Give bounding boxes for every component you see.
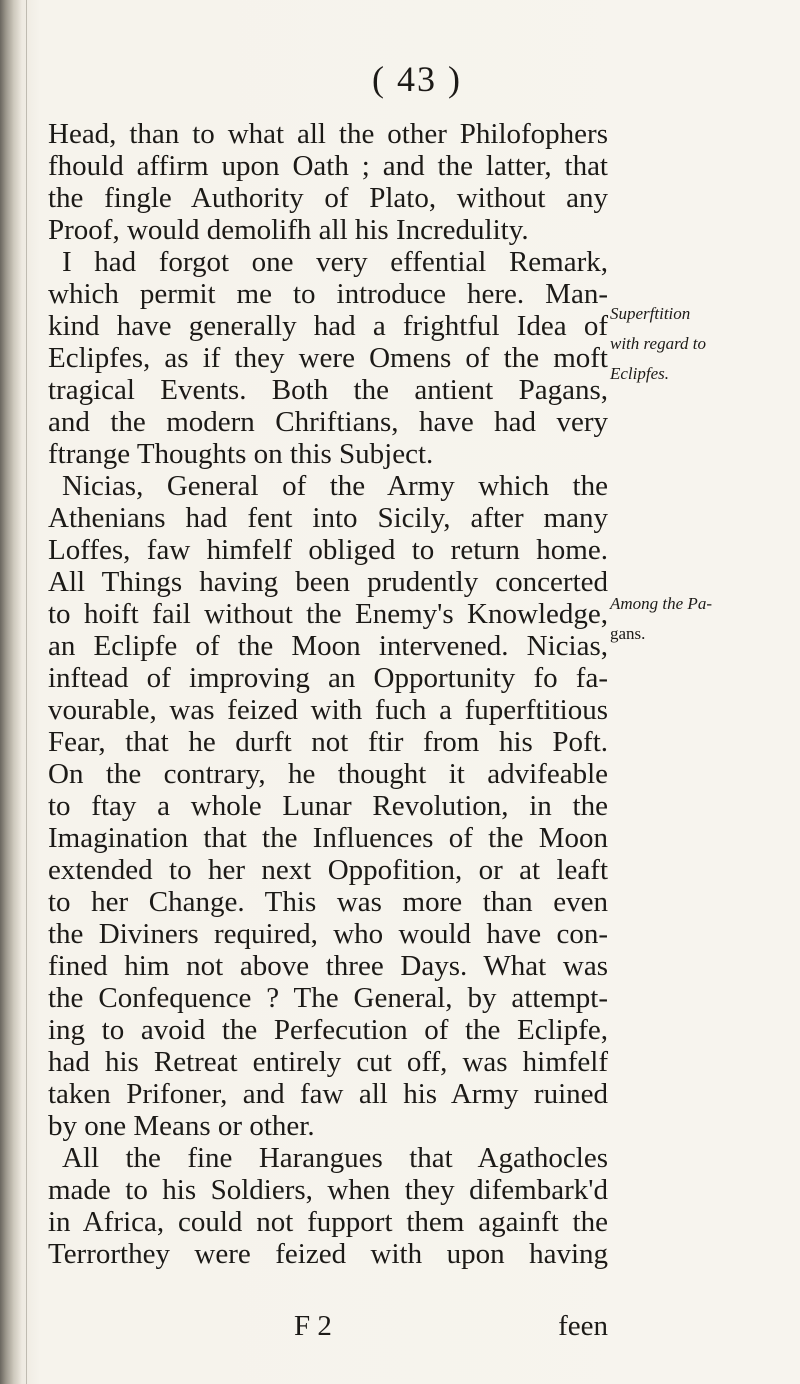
- book-spine-shadow: [0, 0, 22, 1384]
- margin-note-superstition: Eclipfes.: [610, 364, 670, 383]
- text-line: in Africa, could not fupport them againft the: [48, 1206, 608, 1238]
- text-line: Fear, that he durft not ftir from his Poft.: [48, 726, 608, 758]
- text-line: ing to avoid the Perfecution of the Eclipfe,: [48, 1014, 608, 1046]
- text-line: Eclipfes, as if they were Omens of the moft: [48, 342, 608, 374]
- text-line: Head, than to what all the other Philofophers: [48, 118, 608, 150]
- text-line: an Eclipfe of the Moon intervened. Nicias,: [48, 630, 608, 662]
- text-line: kind have generally had a frightful Idea of: [48, 310, 608, 342]
- body-text: [48, 118, 608, 1270]
- catchword: feen: [558, 1310, 608, 1342]
- page-number: ( 43 ): [372, 59, 462, 99]
- page-footer: [48, 1310, 608, 1342]
- margin-note-superstition: with regard to: [610, 334, 707, 353]
- text-line: by one Means or other.: [48, 1110, 315, 1142]
- text-line: the Confequence ? The General, by attempt-: [48, 982, 608, 1014]
- text-line: the Diviners required, who would have con-: [48, 918, 608, 950]
- text-line: made to his Soldiers, when they difembark'd: [48, 1174, 608, 1206]
- text-line: On the contrary, he thought it advifeable: [48, 758, 608, 790]
- text-line: ftrange Thoughts on this Subject.: [48, 438, 434, 470]
- text-line: All Things having been prudently concerted: [48, 566, 608, 598]
- text-line: Proof, would demolifh all his Incredulity.: [48, 214, 529, 246]
- text-line: Terrorthey were feized with upon having: [48, 1238, 608, 1270]
- paragraph-start-line: All the fine Harangues that Agathocles: [62, 1142, 608, 1174]
- margin-note-superstition: Superftition: [610, 304, 691, 323]
- text-line: had his Retreat entirely cut off, was himfelf: [48, 1046, 608, 1078]
- text-line: vourable, was feized with fuch a fuperftitious: [48, 694, 608, 726]
- text-line: fined him not above three Days. What was: [48, 950, 608, 982]
- text-line: the fingle Authority of Plato, without any: [48, 182, 608, 214]
- text-line: extended to her next Oppofition, or at leaft: [48, 854, 608, 886]
- text-line: to hoift fail without the Enemy's Knowledge,: [48, 598, 608, 630]
- paragraph-start-line: Nicias, General of the Army which the: [62, 470, 608, 502]
- text-line: Imagination that the Influences of the Moon: [48, 822, 608, 854]
- text-line: taken Prifoner, and faw all his Army ruined: [48, 1078, 608, 1110]
- signature-mark: F 2: [294, 1310, 332, 1342]
- text-line: which permit me to introduce here. Man-: [48, 278, 608, 310]
- text-line: to ftay a whole Lunar Revolution, in the: [48, 790, 608, 822]
- text-line: Athenians had fent into Sicily, after many: [48, 502, 608, 534]
- paragraph-start-line: I had forgot one very effential Remark,: [62, 246, 608, 278]
- text-line: inftead of improving an Opportunity fo fa-: [48, 662, 608, 694]
- spine-fold-line: [26, 0, 27, 1384]
- text-line: to her Change. This was more than even: [48, 886, 608, 918]
- text-line: fhould affirm upon Oath ; and the latter, that: [48, 150, 608, 182]
- text-line: Loffes, faw himfelf obliged to return home.: [48, 534, 608, 566]
- margin-note-pagans: Among the Pa-: [610, 594, 712, 613]
- text-line: tragical Events. Both the antient Pagans,: [48, 374, 608, 406]
- margin-note-pagans: gans.: [610, 624, 646, 643]
- text-line: and the modern Chriftians, have had very: [48, 406, 608, 438]
